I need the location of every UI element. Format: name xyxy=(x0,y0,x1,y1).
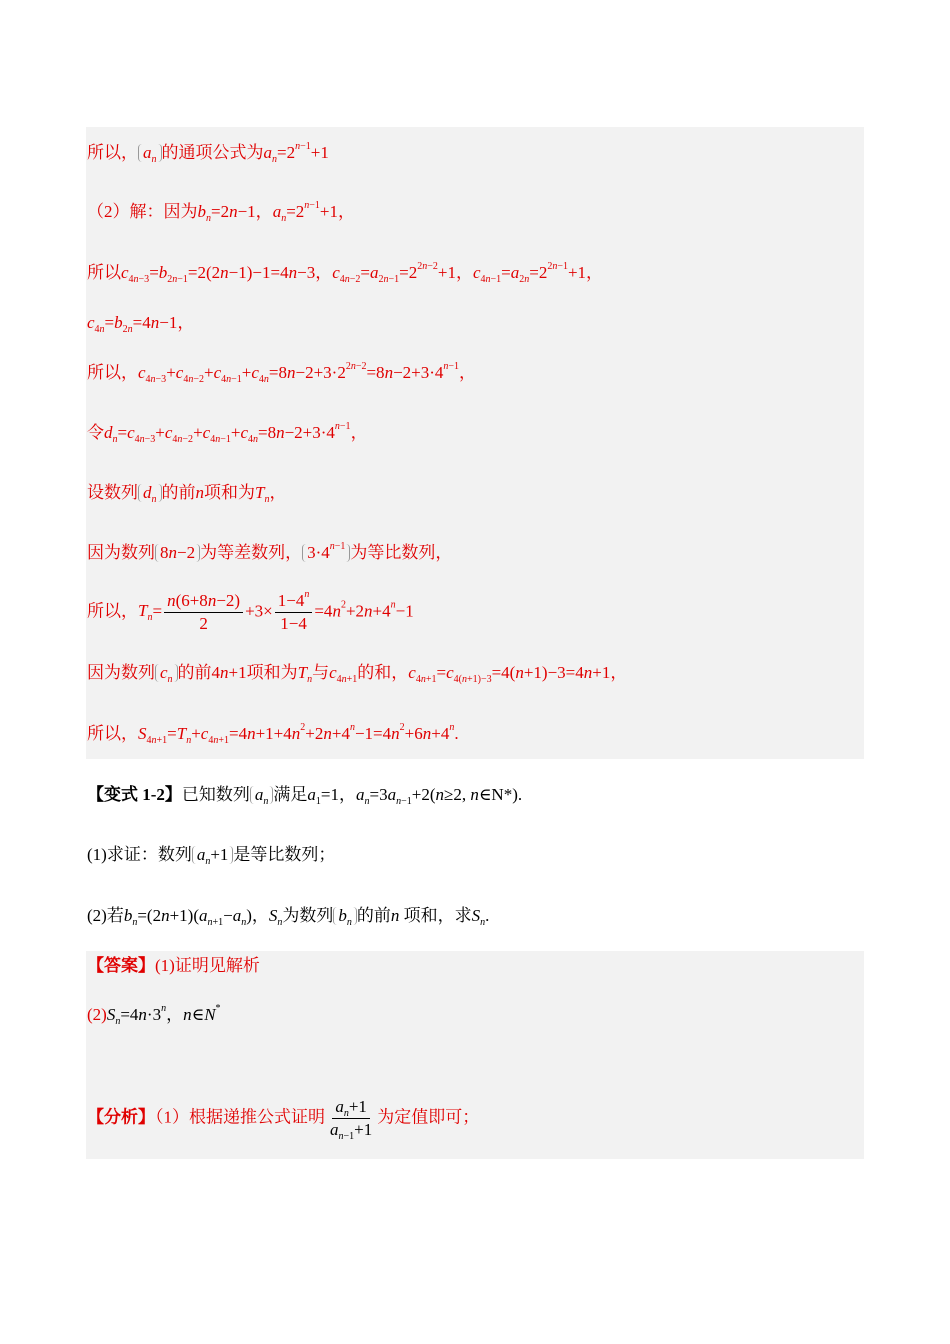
solution-line-6: 令$d_n=c_{4n-3}+c_{4n-2}+c_{4n-1}+c_{4n}=8n-2+3\cdot 4^{n-1}$， xyxy=(87,421,368,445)
solution-line-1: 所以， $a_n$ 的通项公式为$a_n=2^{n-1}+1$ xyxy=(87,141,329,165)
solution-line-3: 所以$c_{4n-3}=b_{2n-1}=2(2n-1)-1=4n-3$，$c_{4n-2}=a_{2n-1}=2^{2n-2}+1$，$c_{4n-1}=a_{2n}=2^{2n-1}+1$， xyxy=(87,261,604,285)
variant-stem: 【变式 1-2】已知数列 $a_n$ 满足$a_1=1$，$a_n=3a_{n-1}+2(n\ge 2$, n∈N*). xyxy=(87,785,523,807)
solution-line-8: 因为数列 8n−2 为等差数列， $3\cdot 4^{n-1}$ 为等比数列， xyxy=(87,541,453,562)
answer-line-1: 【答案】(1)证明见解析 xyxy=(87,956,260,975)
solution-line-9: 所以，$T_n=$ $\frac{n(6+8n-2)}{2}$ +3× $\frac{1-4^n}{1-4}$ $=4n^2+2n+4^n-1$ xyxy=(87,589,414,633)
solution-line-10: 因为数列 $c_n$ 的前4n+1项和为$T_n$与$c_{4n+1}$的和，$c_{4n+1}=c_{4(n+1)-3}=4(n+1)-3=4n+1$， xyxy=(87,663,628,685)
solution-line-2: （2）解：因为$b_n=2n-1$，$a_n=2^{n-1}+1$， xyxy=(87,200,356,224)
variant-question-2: (2)若$b_n=(2n+1)(a_{n+1}-a_n)$，$S_n$为数列 $b_n$ 的前n 项和，求$S_n$. xyxy=(87,906,490,928)
variant-question-1: (1)求证：数列 $a_n+1$ 是等比数列； xyxy=(87,845,336,867)
solution-line-4: $c_{4n}=b_{2n}=4n-1$， xyxy=(87,313,195,335)
solution-line-5: 所以，$c_{4n-3}+c_{4n-2}+c_{4n-1}+c_{4n}=8n-2+3\cdot 2^{2n-2}=8n-2+3\cdot 4^{n-1}$， xyxy=(87,361,477,385)
answer-line-2: $(2)S_n=4n\cdot 3^n$，n∈N* xyxy=(87,1003,221,1027)
solution-line-7: 设数列 $d_n$ 的前n项和为$T_n$， xyxy=(87,483,287,505)
solution-line-11: 所以，$S_{4n+1}=T_n+c_{4n+1}=4n+1+4n^2+2n+4^n-1=4n^2+6n+4^n$. xyxy=(87,722,459,746)
analysis-line: 【分析】（1）根据递推公式证明 $\frac{a_n+1}{a_{n-1}+1}$ 为定值即可； xyxy=(87,1097,480,1142)
